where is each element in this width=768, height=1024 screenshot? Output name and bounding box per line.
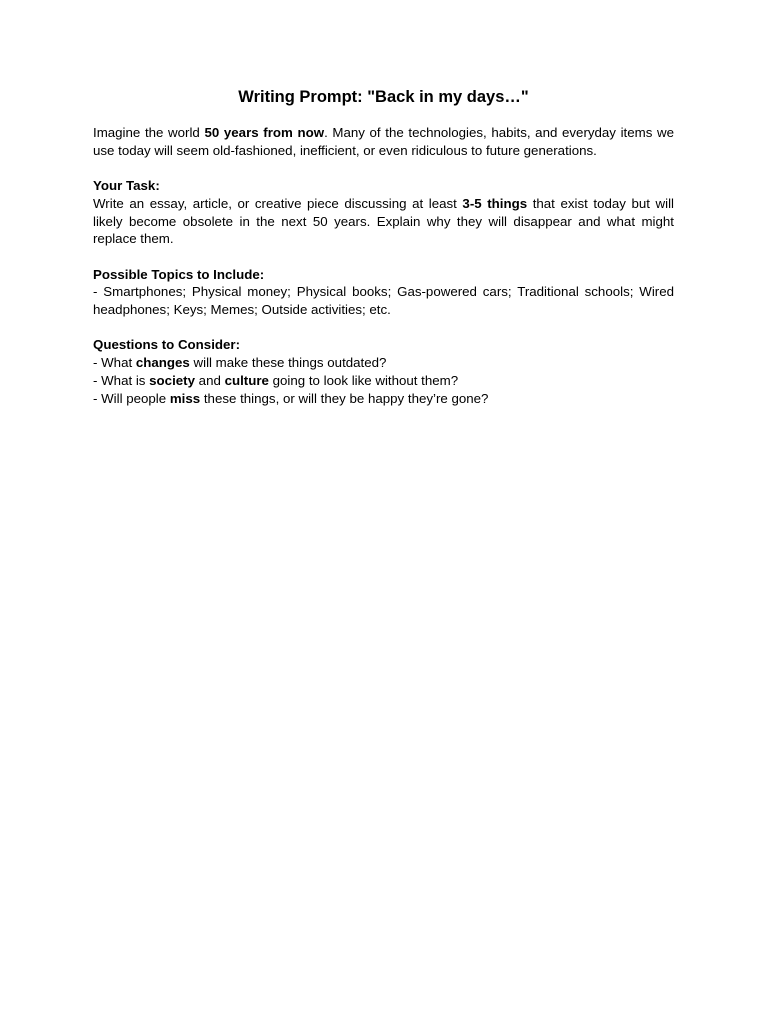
- topics-heading: Possible Topics to Include:: [93, 266, 265, 282]
- question-text: will make these things outdated?: [189, 355, 387, 371]
- intro-paragraph: [93, 124, 674, 159]
- spacer: [93, 319, 674, 337]
- question-emphasis: changes: [135, 355, 190, 371]
- question-text: and: [194, 372, 225, 388]
- spacer: [93, 248, 674, 266]
- intro-text-1: Imagine the world: [93, 125, 205, 140]
- question-item: [93, 390, 674, 408]
- spacer: [93, 159, 674, 177]
- question-text: going to look like without them?: [268, 372, 459, 388]
- question-text: - What: [93, 355, 136, 371]
- task-text-2: that exist today but will likely become obsolete in the next 50 years. Explain why they will disappear and what might replace them.: [93, 195, 675, 247]
- question-item: [93, 354, 674, 372]
- question-emphasis: culture: [224, 372, 269, 388]
- topics-paragraph: - Smartphones; Physical money; Physical books; Gas-powered cars; Traditional schools; Wired headphones; Keys; Memes; Outside activities; etc.: [93, 284, 674, 317]
- question-text: these things, or will they be happy they’re gone?: [200, 390, 489, 406]
- question-text: - Will people: [93, 390, 170, 406]
- task-heading: Your Task:: [93, 178, 160, 194]
- question-item: [93, 372, 674, 390]
- task-emphasis: 3-5 things: [462, 195, 528, 211]
- intro-text-2: . Many of the technologies, habits, and everyday items we use today will seem old-fashioned, inefficient, or even ridiculous to future generations.: [93, 125, 674, 158]
- questions-heading: Questions to Consider:: [93, 337, 241, 353]
- question-emphasis: society: [149, 372, 195, 388]
- intro-emphasis: 50 years from now: [204, 125, 325, 140]
- document-content: [93, 86, 674, 407]
- question-emphasis: miss: [169, 390, 201, 406]
- page-title: Writing Prompt: "Back in my days…": [238, 88, 529, 106]
- task-text-1: Write an essay, article, or creative piece discussing at least: [93, 195, 463, 211]
- task-paragraph: [93, 195, 674, 248]
- question-text: - What is: [93, 372, 150, 388]
